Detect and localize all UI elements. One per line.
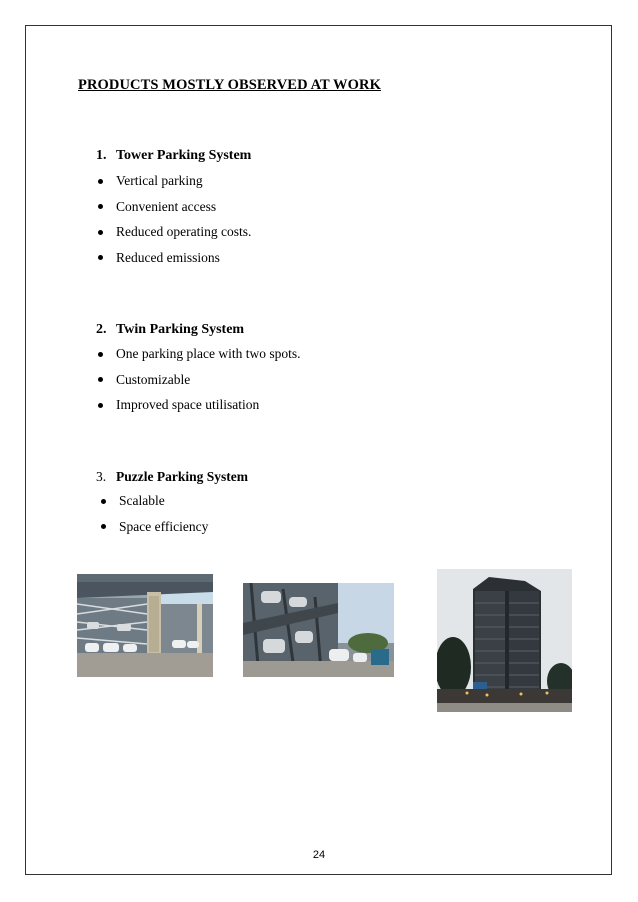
list-item (96, 514, 248, 540)
section-number: 1. (96, 148, 107, 163)
section-title (96, 320, 300, 340)
list-item-text: Scalable (119, 493, 165, 508)
list-item (96, 245, 251, 271)
bullet-icon (98, 377, 103, 382)
list-item (96, 168, 251, 194)
section-number: 3. (96, 469, 107, 484)
section-twin-parking (96, 320, 300, 418)
list-item (96, 341, 300, 367)
bullet-list (96, 341, 300, 418)
list-item-text: One parking place with two spots. (116, 346, 301, 361)
list-item (96, 488, 248, 514)
bullet-icon (98, 403, 103, 408)
list-item (96, 392, 300, 418)
photo-twin-parking (243, 583, 394, 677)
section-title (96, 467, 248, 487)
page-number: 24 (312, 849, 326, 861)
list-item (96, 367, 300, 393)
photo-puzzle-parking (437, 569, 572, 712)
list-item-text: Reduced emissions (116, 249, 220, 265)
bullet-list (96, 168, 251, 270)
bullet-icon (98, 255, 103, 260)
list-item (96, 219, 251, 245)
list-item-text: Customizable (116, 371, 191, 387)
bullet-list (96, 488, 248, 539)
section-title-text: Puzzle Parking System (116, 469, 248, 484)
list-item-text: Improved space utilisation (116, 397, 260, 412)
bullet-icon (98, 179, 103, 184)
list-item-text: Vertical parking (116, 173, 203, 188)
list-item-text: Convenient access (116, 198, 217, 214)
list-item-text: Reduced operating costs. (116, 224, 252, 239)
section-title-text: Twin Parking System (116, 322, 245, 337)
section-puzzle-parking (96, 467, 248, 539)
bullet-icon (98, 204, 103, 209)
bullet-icon (101, 499, 106, 504)
page-heading: PRODUCTS MOSTLY OBSERVED AT WORK (78, 77, 381, 93)
bullet-icon (98, 230, 103, 235)
section-title (96, 146, 251, 166)
photo-tower-parking (77, 574, 213, 677)
section-number: 2. (96, 322, 107, 337)
list-item-text: Space efficiency (119, 518, 209, 534)
list-item (96, 194, 251, 220)
bullet-icon (98, 352, 103, 357)
bullet-icon (101, 524, 106, 529)
section-title-text: Tower Parking System (116, 148, 252, 163)
section-tower-parking (96, 146, 251, 270)
